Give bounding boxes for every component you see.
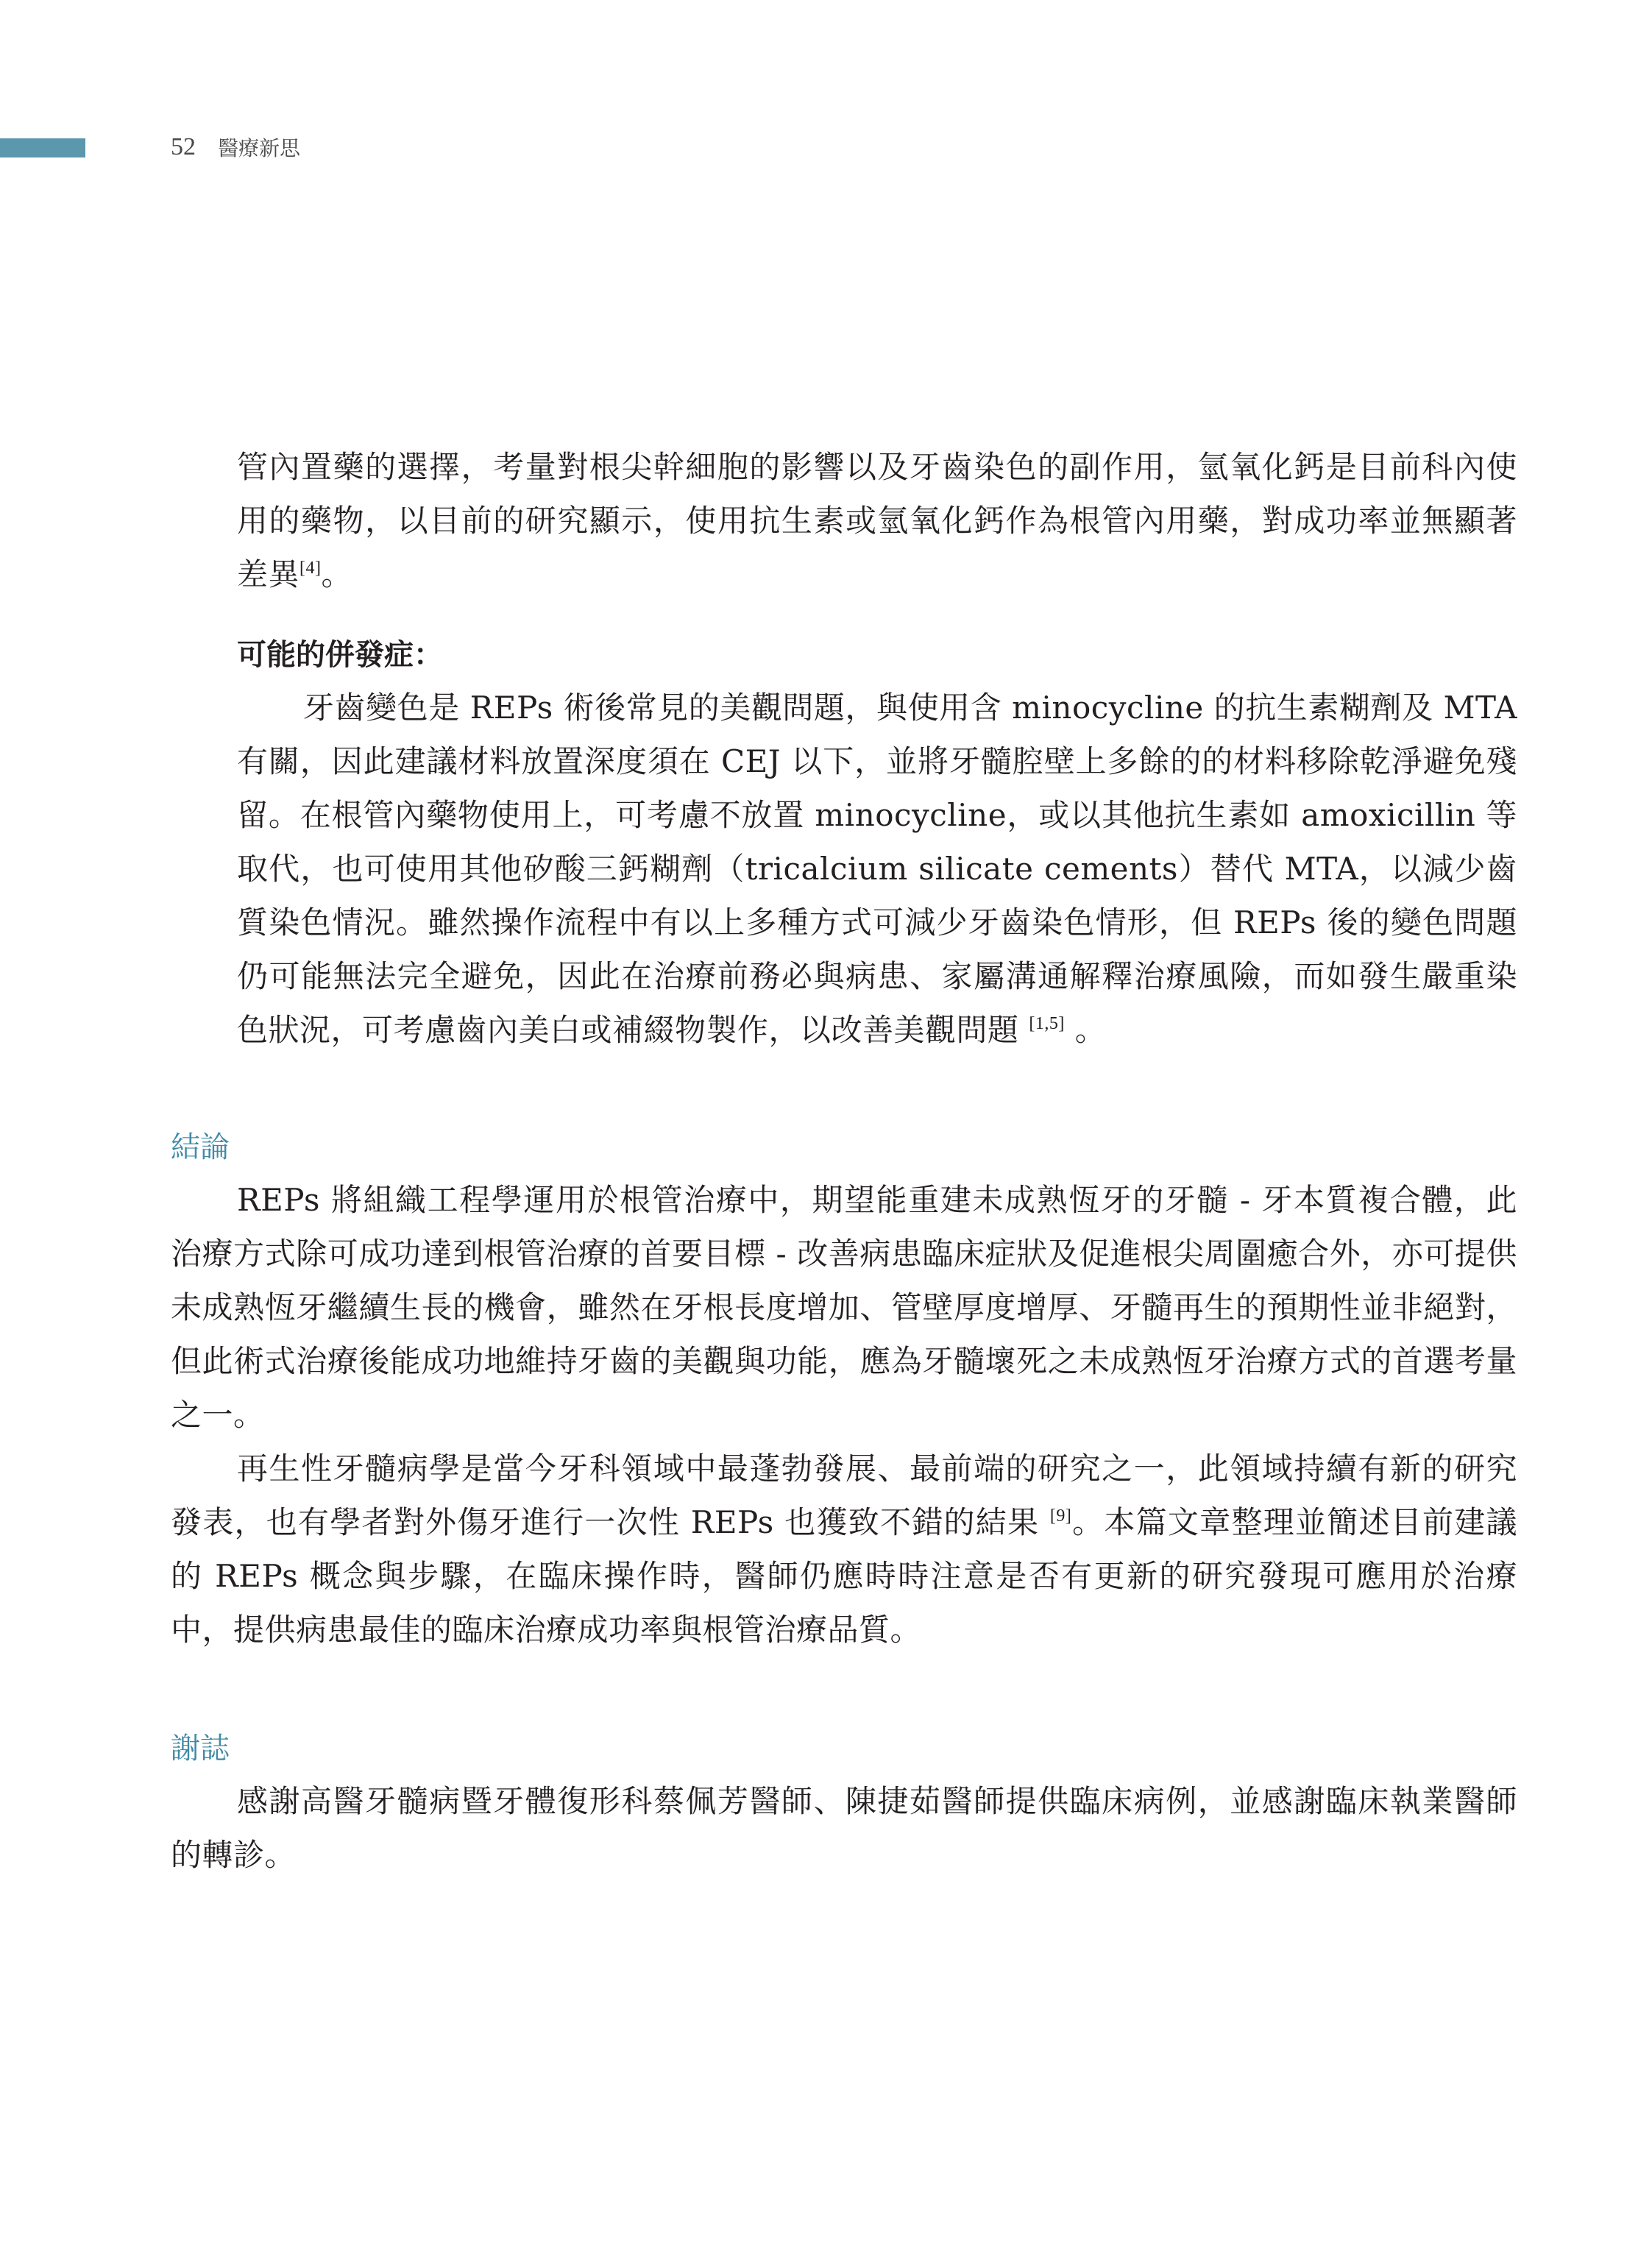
- complications-heading: 可能的併發症：: [237, 638, 443, 672]
- intro-text: 管內置藥的選擇，考量對根尖幹細胞的影響以及牙齒染色的副作用，氫氧化鈣是目前科內使用的藥物，以目前的研究顯示，使用抗生素或氫氧化鈣作為根管內用藥，對成功率並無顯著差異: [237, 449, 1517, 592]
- article-body: [171, 440, 1517, 1882]
- intro-end: 。: [321, 556, 353, 592]
- page-number: 52: [171, 133, 196, 160]
- acknowledgement-paragraph: 感謝高醫牙髓病暨牙體復形科蔡佩芳醫師、陳捷茹醫師提供臨床病例，並感謝臨床執業醫師的轉診。: [171, 1783, 1517, 1873]
- citation-ref: [1,5]: [1029, 1014, 1065, 1033]
- conclusion-2-end: 。本篇文章整理並簡述目前建議的 REPs 概念與步驟，在臨床操作時，醫師仍應時時注意是否有更新的研究發現可應用於治療中，提供病患最佳的臨床治療成功率與根管治療品質。: [171, 1504, 1517, 1648]
- complications-text: 牙齒變色是 REPs 術後常見的美觀問題，與使用含 minocycline 的抗生素糊劑及 MTA 有關，因此建議材料放置深度須在 CEJ 以下，並將牙髓腔壁上多餘的的材料移除乾淨避免殘留。在根管內藥物使用上，可考慮不放置 minocycline，或以其他抗生素如 amoxicillin 等取代，也可使用其他矽酸三鈣糊劑（tricalcium silicate cements）替代 MTA，以減少齒質染色情況。雖然操作流程中有以上多種方式可減少牙齒染色情形，但 REPs 後的變色問題仍可能無法完全避免，因此在治療前務必與病患、家屬溝通解釋治療風險，而如發生嚴重染色狀況，可考慮齒內美白或補綴物製作，以改善美觀問題: [237, 690, 1517, 1048]
- conclusion-heading: 結論: [171, 1130, 230, 1164]
- complications-end: 。: [1064, 1012, 1107, 1048]
- running-section-title: 醫療新思: [218, 136, 301, 160]
- header-accent-bar: [0, 138, 85, 157]
- conclusion-2-text: 再生性牙髓病學是當今牙科領域中最蓬勃發展、最前端的研究之一，此領域持續有新的研究發表，也有學者對外傷牙進行一次性 REPs 也獲致不錯的結果: [171, 1450, 1517, 1540]
- complications-paragraph: [237, 681, 1517, 1057]
- intro-block: [171, 440, 1517, 1057]
- conclusion-paragraph-2: [171, 1442, 1517, 1657]
- intro-paragraph: [237, 440, 1517, 601]
- citation-ref: [9]: [1049, 1506, 1072, 1526]
- conclusion-paragraph-1: REPs 將組織工程學運用於根管治療中，期望能重建未成熟恆牙的牙髓 - 牙本質複合體，此治療方式除可成功達到根管治療的首要目標 - 改善病患臨床症狀及促進根尖周圍癒合外，亦可提供未成熟恆牙繼續生長的機會，雖然在牙根長度增加、管壁厚度增厚、牙髓再生的預期性並非絕對，但此術式治療後能成功地維持牙齒的美觀與功能，應為牙髓壞死之未成熟恆牙治療方式的首選考量之一。: [171, 1182, 1517, 1433]
- citation-ref: [4]: [299, 559, 322, 578]
- acknowledgement-heading: 謝誌: [171, 1732, 230, 1765]
